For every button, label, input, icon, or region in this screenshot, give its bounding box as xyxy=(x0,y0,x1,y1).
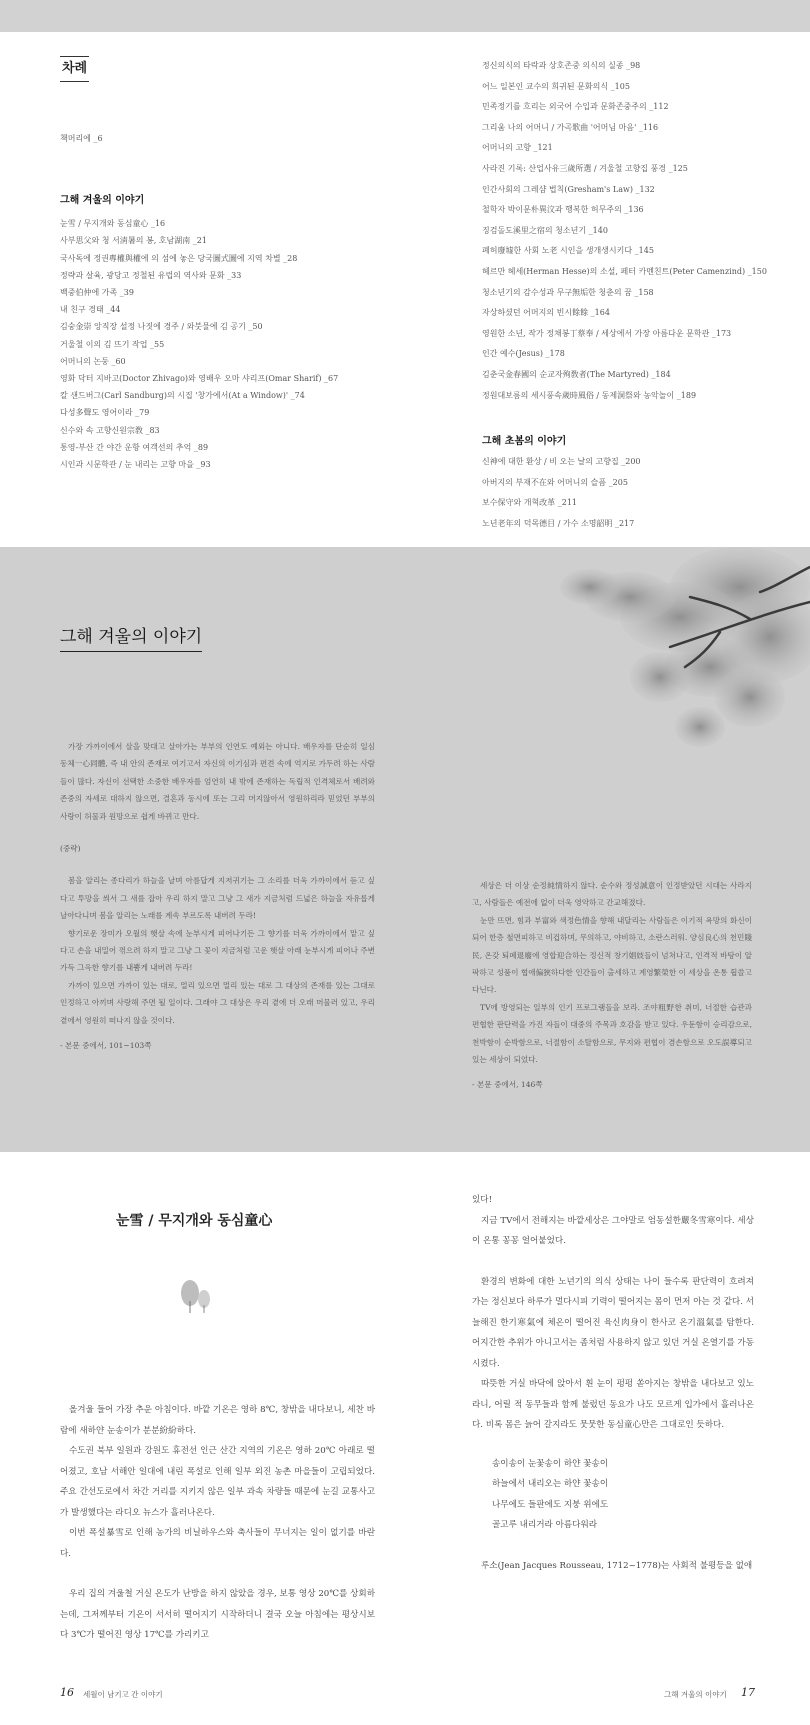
body-paragraph: 있다! xyxy=(472,1195,493,1205)
toc-entry[interactable]: 그리움 나의 어머니 / 가곡歌曲 '어머님 마음' _116 xyxy=(482,122,659,132)
body-paragraph: 수도권 북부 일원과 강원도 휴전선 인근 산간 지역의 기온은 영하 20℃ 아래로 떨어졌고, 호남 서해안 일대에 내린 폭설로 인해 일부 외진 농촌 마을들이 고립되었다. 주요 간선도로에서 차간 거리를 지키지 않은 일부 과속 차량들 때문에 눈길 교통사고가 발생했다는 라디오 뉴스가 흘러나온다. xyxy=(60,1446,375,1518)
toc-entry[interactable]: 보수保守와 개혁改革 _211 xyxy=(482,498,577,508)
toc-entry[interactable]: 철학자 박이문朴異汶과 행복한 허무주의 _136 xyxy=(482,205,644,215)
excerpt-paragraph: TV에 방영되는 일부의 인기 프로그램들을 보라. 조야粗野한 취미, 너절한 습관과 편협한 판단력을 가진 자들이 대중의 주목과 호감을 받고 있다. 우둔함이 승리감으로, 천박함이 순박함으로, 너절함이 소탈함으로, 무지와 편협이 겸손함으로 오도誤導되고 있는 세상이 되었다. xyxy=(472,1002,752,1065)
toc-entry[interactable]: 김숭金崇 앙직장 설정 나짓에 경주 / 와붓물에 김 공기 _50 xyxy=(60,322,263,332)
lyric-line: 송이송이 눈꽃송이 하얀 꽃송이 xyxy=(492,1458,609,1469)
excerpt-citation: - 본문 중에서, 146쪽 xyxy=(472,1080,543,1090)
toc-entry[interactable]: 칼 샌드버그(Carl Sandburg)의 시집 '창가에서(At a Window)' _74 xyxy=(60,391,305,401)
running-title-left: 세월이 남기고 간 이야기 xyxy=(83,1690,163,1699)
toc-entry[interactable]: 노년老年의 덕목德目 / 가수 소명韶明 _217 xyxy=(482,518,635,528)
body-left-column xyxy=(60,1400,375,1646)
toc-entry[interactable]: 눈雪 / 무지개와 동심童心 _16 xyxy=(60,219,166,229)
toc-entry[interactable]: 민족정기를 흐리는 외국어 수입과 문화존중주의 _112 xyxy=(482,102,669,112)
page-number-left: 16 xyxy=(60,1686,74,1699)
toc-entry[interactable]: 어머니의 고향 _121 xyxy=(482,143,553,153)
excerpt-citation: - 본문 중에서, 101~103쪽 xyxy=(60,1041,152,1051)
toc-entry[interactable]: 헤르만 헤세(Herman Hesse)의 소설, 페터 카멘친트(Peter Camenzind) _150 xyxy=(482,266,767,276)
song-lyrics xyxy=(492,1454,754,1536)
body-paragraph: 환경의 변화에 대한 노년기의 의식 상태는 나이 들수록 판단력이 흐려져 가는 정신보다 하루가 멀다시피 기력이 떨어지는 몸이 먼저 아는 것 같다. 서늘해진 한기寒氣에 체온이 떨어진 육신肉身이 한사코 온기溫氣를 탐한다. 어지간한 추위가 아니고서는 좀처럼 사용하지 않고 있던 거실 온열기를 가동시켰다. xyxy=(472,1276,754,1369)
toc-entry-preface[interactable]: 책머리에 _6 xyxy=(60,134,103,143)
body-paragraph: 올겨울 들어 가장 추운 아침이다. 바깥 기온은 영하 8℃, 창밖을 내다보니, 세찬 바람에 새하얀 눈송이가 분분紛紛하다. xyxy=(60,1405,375,1436)
body-paragraph: 루소(Jean Jacques Rousseau, 1712~1778)는 사회적 불평등을 없애 xyxy=(481,1560,753,1571)
toc-entry[interactable]: 영원한 소년, 작가 정채봉丁蔡奉 / 세상에서 가장 아름다운 문학관 _173 xyxy=(482,328,732,338)
excerpt-page xyxy=(0,547,810,1152)
toc-entry[interactable]: 자상하셨던 어머지의 빈시餘餘 _164 xyxy=(482,308,610,318)
lyric-line: 나무에도 들판에도 지붕 위에도 xyxy=(492,1499,609,1510)
toc-entry[interactable]: 청소년기의 감수성과 무구無垢한 청춘의 꿈 _158 xyxy=(482,287,654,297)
toc-entry[interactable]: 통영-부산 간 야간 운항 여객선의 추억 _89 xyxy=(60,442,209,452)
toc-entry[interactable]: 시인과 시문학관 / 눈 내리는 고향 마을 _93 xyxy=(60,460,211,470)
tree-branch-illustration xyxy=(510,547,810,797)
running-title-right: 그해 겨울의 이야기 xyxy=(664,1690,727,1699)
toc-part1-list xyxy=(60,215,390,473)
chapter-title: 눈雪 / 무지개와 동심童心 xyxy=(116,1213,273,1229)
body-paragraph: 따뜻한 거실 바닥에 앉아서 흰 눈이 펑펑 쏟아지는 창밖을 내다보고 있노라니, 어릴 적 동무들과 함께 불렀던 동요가 나도 모르게 입가에서 흘러나온다. 비록 몸은 늙어 갈지라도 뭇뭇한 동심童心만은 그대로인 듯하다. xyxy=(472,1379,754,1430)
excerpt-paragraph: 눈만 뜨면, 힘과 부富와 색정色情을 향해 내달리는 사람들은 이기적 욕망의 화신이 되어 한층 철면피하고 비겁하며, 무의하고, 야비하고, 소란스러워. 양심良心의 천민賤民, 온갖 퇴폐退廢에 영합迎合하는 정신적 창기娼妓들이 넘쳐나고, 인격적 바탕이 알팍하고 성품이 협애偏狹하다한 인간들이 출세하고 계영繁榮한 이 세상을 온통 휩쓸고 다닌다. xyxy=(472,915,752,995)
toc-entry[interactable]: 국사독에 정권專權與權에 의 섬에 놓은 당국圖式圖에 지역 차별 _28 xyxy=(60,253,298,263)
body-paragraph: 지금 TV에서 전해지는 바깥세상은 그야말로 엄동설한嚴冬雪寒이다. 세상이 온통 꽁꽁 얼어붙었다. xyxy=(472,1215,754,1246)
toc-entry[interactable]: 영화 닥터 지바고(Doctor Zhivago)와 영배우 오마 샤리프(Omar Sharif) _67 xyxy=(60,374,339,384)
excerpt-left-column xyxy=(60,738,375,1055)
toc-entry[interactable]: 신수와 속 고향신원宗敎 _83 xyxy=(60,425,160,435)
toc-section-heading: 그해 초봄의 이야기 xyxy=(482,436,567,448)
toc-part2-list xyxy=(482,452,782,534)
lyric-line: 하늘에서 내리오는 하얀 꽃송이 xyxy=(492,1479,609,1489)
toc-entry[interactable]: 인간사회의 그레샴 법칙(Gresham's Law) _132 xyxy=(482,184,655,194)
excerpt-title: 그해 겨울의 이야기 xyxy=(60,622,202,652)
excerpt-omission-mark: (중략) xyxy=(60,844,81,854)
excerpt-paragraph: 봄을 알리는 종다리가 하늘을 날며 아름답게 지저귀기는 그 소리를 더욱 가까이에서 듣고 싶다고 투망을 씌서 그 새를 잡아 우리 하지 말고 그냥 그 새가 지금처럼 드넓은 하늘을 자유롭게 날아다니며 봄을 알리는 노래를 계속 부르도록 내버려 두라! xyxy=(60,876,375,921)
toc-title: 차례 xyxy=(60,56,89,82)
excerpt-right-column xyxy=(472,877,752,1094)
toc-entry[interactable]: 백중伯仲에 가족 _39 xyxy=(60,288,134,298)
toc-entry[interactable]: 김춘국金春國의 순교자殉敎者(The Martyred) _184 xyxy=(482,369,671,379)
toc-entry[interactable]: 폐허廢墟한 사회 노老 시인을 생개생시키다 _145 xyxy=(482,246,654,256)
toc-entry[interactable]: 정원대보름의 세시풍속歲時風俗 / 동제洞祭와 농악놀이 _189 xyxy=(482,390,697,400)
excerpt-paragraph: 가장 가까이에서 살을 맞대고 살아가는 부부의 인연도 예외는 아니다. 배우자를 단순히 일심동체一心同體, 즉 내 안의 존재로 여기고서 자신의 이기심과 편견 속에 억지로 가두려 하는 사람들이 많다. 자신이 선택한 소중한 배우자를 엄연히 내 밖에 존재하는 독립적 인격체로서 배려와 존중의 자세로 대하지 않으면, 결혼과 동시에 또는 그리 머지않아서 영원하리라 믿었던 부부의 사랑이 허물과 원망으로 쉽게 바뀌고 만다. xyxy=(60,742,375,821)
body-paragraph: 우리 집의 겨울철 거실 온도가 난방을 하지 않았을 경우, 보통 영상 20℃를 상회하는데, 그저께부터 기온이 서서히 떨어지기 시작하더니 결국 오늘 아침에는 평상시보다 3℃가 떨어진 영상 17℃를 가리키고 xyxy=(60,1589,375,1640)
toc-entry[interactable]: 어느 일본인 교수의 희귀된 문화의식 _105 xyxy=(482,81,630,91)
body-paragraph: 이번 폭설暴雪로 인해 농가의 비닐하우스와 축사들이 무너지는 일이 없기를 바란다. xyxy=(60,1528,375,1559)
toc-left-column xyxy=(60,130,390,473)
table-of-contents-page xyxy=(0,32,810,547)
top-margin-bar xyxy=(0,0,810,32)
toc-entry[interactable]: 거울철 이의 김 뜨기 작업 _55 xyxy=(60,339,165,349)
toc-continued-list xyxy=(482,56,782,406)
lyric-line: 골고루 내리거라 아름다워라 xyxy=(492,1520,598,1530)
toc-entry[interactable]: 정신의식의 타락과 상호존중 의식의 실종 _98 xyxy=(482,61,641,70)
toc-entry[interactable]: 다성多聲도 영어이라 _79 xyxy=(60,408,150,418)
toc-entry[interactable]: 정략과 살육, 광당고 정철된 유럽의 역사와 문화 _33 xyxy=(60,270,242,280)
excerpt-paragraph: 세상은 더 이상 순정純情하지 않다. 순수와 정성誠意이 인정받았던 시대는 사라지고, 사람들은 예전에 없이 더욱 영악하고 간교해졌다. xyxy=(472,881,752,908)
small-trees-icon xyxy=(175,1279,215,1315)
toc-entry[interactable]: 어머니의 논둥 _60 xyxy=(60,356,126,366)
toc-entry[interactable]: 사라진 기록: 산업사유三歲所選 / 겨울철 고향집 풍경 _125 xyxy=(482,163,688,173)
body-spread xyxy=(0,1152,810,1725)
toc-section-heading: 그해 겨울의 이야기 xyxy=(60,195,145,207)
excerpt-paragraph: 가까이 있으면 가까이 있는 대로, 멀리 있으면 멀리 있는 대로 그 대상의 존재를 있는 그대로 인정하고 아끼며 사랑해 주면 될 일이다. 그래야 그 대상은 우리 곁에 더 오래 머물러 있고, 우리 곁에서 영원히 떠나지 않을 것이다. xyxy=(60,980,375,1025)
page-number-right: 17 xyxy=(741,1686,755,1699)
toc-entry[interactable]: 신神에 대한 환상 / 비 오는 날의 고향집 _200 xyxy=(482,457,641,467)
toc-entry[interactable]: 징검돌도溪里之宿의 청소년기 _140 xyxy=(482,225,608,235)
body-right-column xyxy=(472,1190,754,1576)
toc-right-column xyxy=(482,56,782,534)
excerpt-paragraph: 향기로운 장미가 오월의 햇살 속에 눈부시게 피어나기든 그 향기를 더욱 가까이에서 맡고 싶다고 손을 내밀어 꺾으려 하지 말고 그냥 그 꽃이 지금처럼 고운 햇살 아래 눈부시게 피어나 주변 가득 그윽한 향기를 내뿜게 내버려 두라! xyxy=(60,928,375,973)
toc-entry[interactable]: 아버지의 부재不在와 어머니의 슬픔 _205 xyxy=(482,477,628,487)
toc-entry[interactable]: 사부思父와 청 서淸暑의 봉, 호남湖南 _21 xyxy=(60,236,207,246)
toc-entry[interactable]: 인간 예수(Jesus) _178 xyxy=(482,349,565,359)
toc-entry[interactable]: 내 친구 경태 _44 xyxy=(60,305,121,315)
